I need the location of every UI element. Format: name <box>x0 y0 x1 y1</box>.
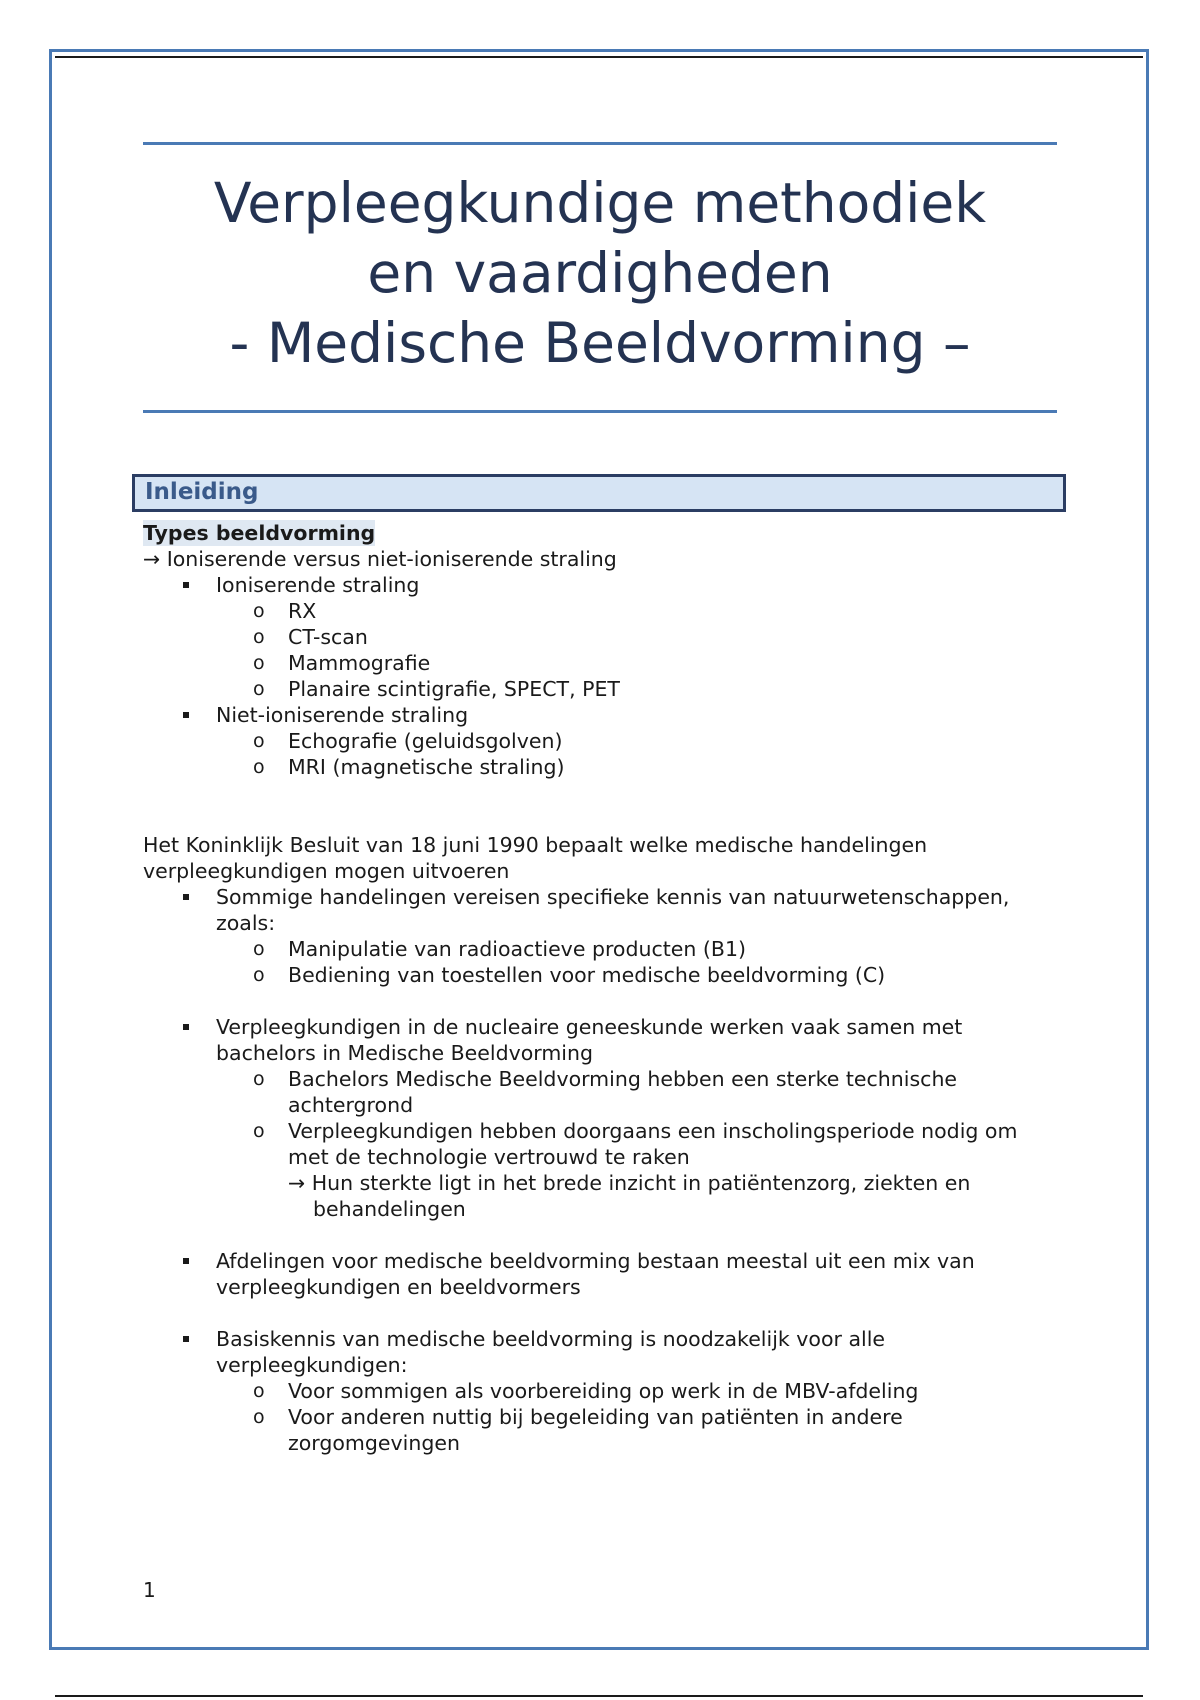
document-title <box>143 168 1057 378</box>
list-item: o Echografie (geluidsgolven) <box>143 728 1063 754</box>
non-ionizing-sublist <box>216 728 1063 780</box>
bottom-rule <box>55 1695 1143 1697</box>
document-body <box>143 520 1063 1456</box>
list-item <box>143 1014 1063 1222</box>
list-item: o Mammografie <box>143 650 1063 676</box>
types-list <box>143 572 1063 780</box>
list-item <box>143 1326 1063 1456</box>
kb-bullet-2-sublist <box>216 1066 1063 1222</box>
title-top-rule <box>143 142 1057 145</box>
section-heading-inleiding: Inleiding <box>132 474 1066 512</box>
list-item <box>143 884 1063 988</box>
non-ionizing-label: Niet-ioniserende straling <box>216 703 469 727</box>
top-rule <box>55 56 1143 58</box>
list-item: o CT-scan <box>143 624 1063 650</box>
kb-bullet-2-item-2: Verpleegkundigen hebben doorgaans een inscholingsperiode nodig om met de technologie vertrouwd te raken <box>288 1119 1018 1169</box>
title-line-1: Verpleegkundige methodiek <box>213 171 987 235</box>
list-item <box>143 702 1063 780</box>
kb-bullet-4: Basiskennis van medische beeldvorming is noodzakelijk voor alle verpleegkundigen: <box>216 1327 886 1377</box>
title-bottom-rule <box>143 410 1057 413</box>
kb-bullet-4-sublist <box>216 1378 1063 1456</box>
list-item <box>143 1118 1063 1222</box>
list-item: Afdelingen voor medische beeldvorming bestaan meestal uit een mix van verpleegkundigen en beeldvormers <box>143 1248 1063 1300</box>
page-number: 1 <box>143 1578 156 1602</box>
ionizing-label: Ioniserende straling <box>216 573 420 597</box>
kb-paragraph: Het Koninklijk Besluit van 18 juni 1990 bepaalt welke medische handelingen verpleegkundigen mogen uitvoeren <box>143 833 928 883</box>
list-item: o Planaire scintigrafie, SPECT, PET <box>143 676 1063 702</box>
title-line-3: - Medische Beeldvorming – <box>229 311 971 375</box>
list-item: o Bachelors Medische Beeldvorming hebben een sterke technische achtergrond <box>143 1066 1063 1118</box>
list-item: o Bediening van toestellen voor medische beeldvorming (C) <box>143 962 1063 988</box>
list-item: o Voor anderen nuttig bij begeleiding van patiënten in andere zorgomgevingen <box>143 1404 1063 1456</box>
strength-note: → Hun sterkte ligt in het brede inzicht in patiëntenzorg, ziekten en behandelingen <box>288 1171 971 1221</box>
kb-bullet-2: Verpleegkundigen in de nucleaire geneeskunde werken vaak samen met bachelors in Medische Beeldvorming <box>216 1015 963 1065</box>
list-item: o Manipulatie van radioactieve producten (B1) <box>143 936 1063 962</box>
subheading-types: Types beeldvorming <box>143 521 376 545</box>
title-line-2: en vaardigheden <box>367 241 833 305</box>
list-item <box>143 572 1063 702</box>
kb-bullet-1: Sommige handelingen vereisen specifieke kennis van natuurwetenschappen, zoals: <box>216 885 1010 935</box>
list-item: o RX <box>143 598 1063 624</box>
kb-bullet-1-sublist <box>216 936 1063 988</box>
types-intro: → Ioniserende versus niet-ioniserende straling <box>143 547 617 571</box>
list-item: o Voor sommigen als voorbereiding op werk in de MBV-afdeling <box>143 1378 1063 1404</box>
kb-list <box>143 884 1063 1456</box>
list-item: o MRI (magnetische straling) <box>143 754 1063 780</box>
ionizing-sublist <box>216 598 1063 702</box>
